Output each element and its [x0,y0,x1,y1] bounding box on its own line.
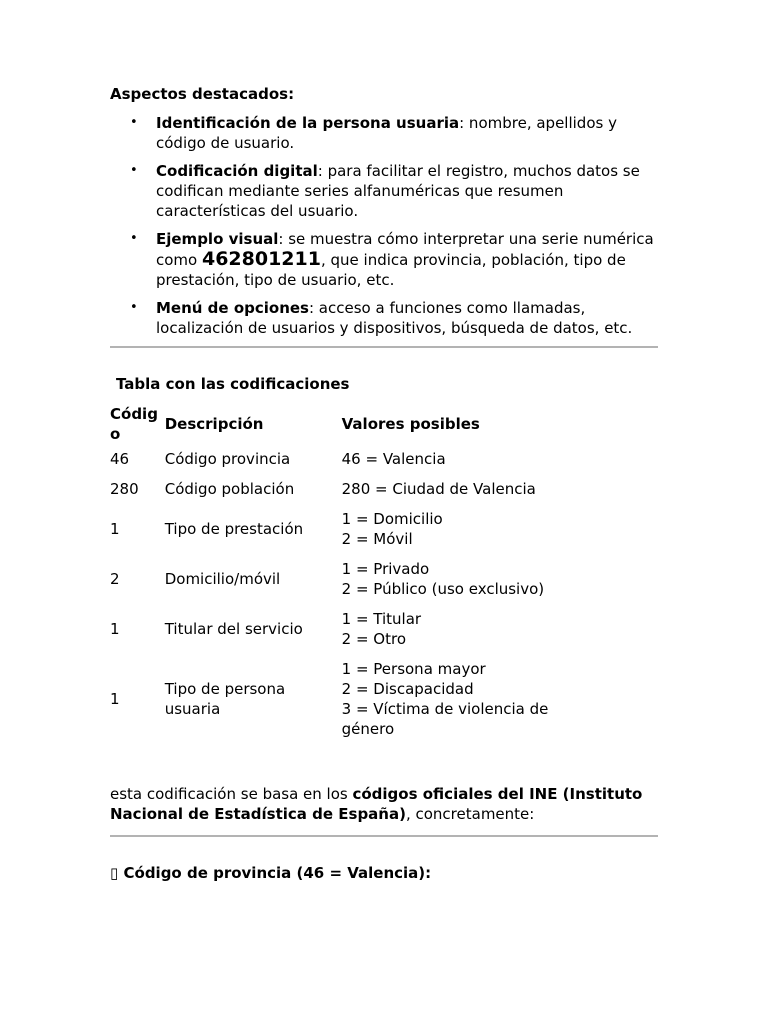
cell-values [342,444,580,474]
header-description: Descripción [164,415,264,433]
list-item [110,229,658,290]
cell-values [342,474,580,504]
cell-code: 280 [110,480,139,498]
divider [110,346,658,348]
item-term: Ejemplo visual [156,230,279,248]
cell-values [342,504,580,554]
cell-code: 2 [110,570,120,588]
bullet-icon: • [130,300,138,315]
document-page [110,84,658,883]
cell-description: Domicilio/móvil [164,570,281,588]
table-row [110,604,580,654]
cell-description: Código provincia [164,450,291,468]
item-text: : para facilitar el registro, muchos datos se codifican mediante series alfanuméricas que resumen características del usuario. [156,162,640,220]
cell-description: Código población [164,480,295,498]
bullet-icon: • [130,163,138,178]
bullet-icon: • [130,231,138,246]
cell-description: Tipo de prestación [164,520,304,538]
value-line: 280 = Ciudad de Valencia [341,480,536,498]
value-line: 1 = Privado [341,560,430,578]
item-text: , que indica provincia, población, tipo de prestación, tipo de usuario, etc. [156,251,626,289]
table-row [110,554,580,604]
table-row [110,444,580,474]
item-term: Codificación digital [156,162,318,180]
value-line: 46 = Valencia [341,450,446,468]
value-line: 3 = Víctima de violencia de género [341,700,549,738]
note-text: esta codificación se basa en los [110,785,353,803]
list-item [110,161,658,221]
highlights-heading: Aspectos destacados: [110,85,295,103]
table-row [110,474,580,504]
cell-code: 46 [110,450,130,468]
example-number: 462801211 [201,248,321,270]
box-icon: ▯ [110,864,119,882]
cell-code: 1 [110,520,120,538]
cell-description: Tipo de persona usuaria [164,680,286,718]
value-line: 2 = Público (uso exclusivo) [341,580,545,598]
header-values: Valores posibles [341,415,480,433]
cell-values [342,604,580,654]
cell-description: Titular del servicio [164,620,303,638]
ine-note [110,784,658,824]
province-heading [110,863,658,883]
header-code: Códig o [110,405,158,443]
list-item [110,113,658,153]
bullet-icon: • [130,115,138,130]
item-text: : nombre, apellidos y código de usuario. [156,114,617,152]
value-line: 1 = Persona mayor [341,660,486,678]
cell-values [342,554,580,604]
value-line: 2 = Otro [341,630,406,648]
divider [110,835,658,837]
list-item [110,298,658,338]
value-line: 1 = Titular [341,610,422,628]
value-line: 2 = Discapacidad [341,680,474,698]
table-header-row [110,404,580,444]
note-text: , concretamente: [405,805,535,823]
cell-code: 1 [110,690,120,708]
province-heading-text: Código de provincia (46 = Valencia): [123,864,432,882]
codes-table [110,404,580,744]
item-text: : acceso a funciones como llamadas, localización de usuarios y dispositivos, búsqueda de datos, etc. [156,299,633,337]
item-text: : se muestra cómo interpretar una serie numérica como [156,230,654,269]
table-body [110,444,580,744]
value-line: 2 = Móvil [341,530,413,548]
cell-code: 1 [110,620,120,638]
note-bold: códigos oficiales del INE (Instituto Nacional de Estadística de España) [110,785,643,823]
table-title: Tabla con las codificaciones [116,375,350,393]
item-term: Identificación de la persona usuaria [156,114,460,132]
table-row [110,654,580,744]
table-row [110,504,580,554]
value-line: 1 = Domicilio [341,510,443,528]
highlights-list [110,113,658,338]
item-term: Menú de opciones [156,299,309,317]
cell-values [342,654,580,744]
